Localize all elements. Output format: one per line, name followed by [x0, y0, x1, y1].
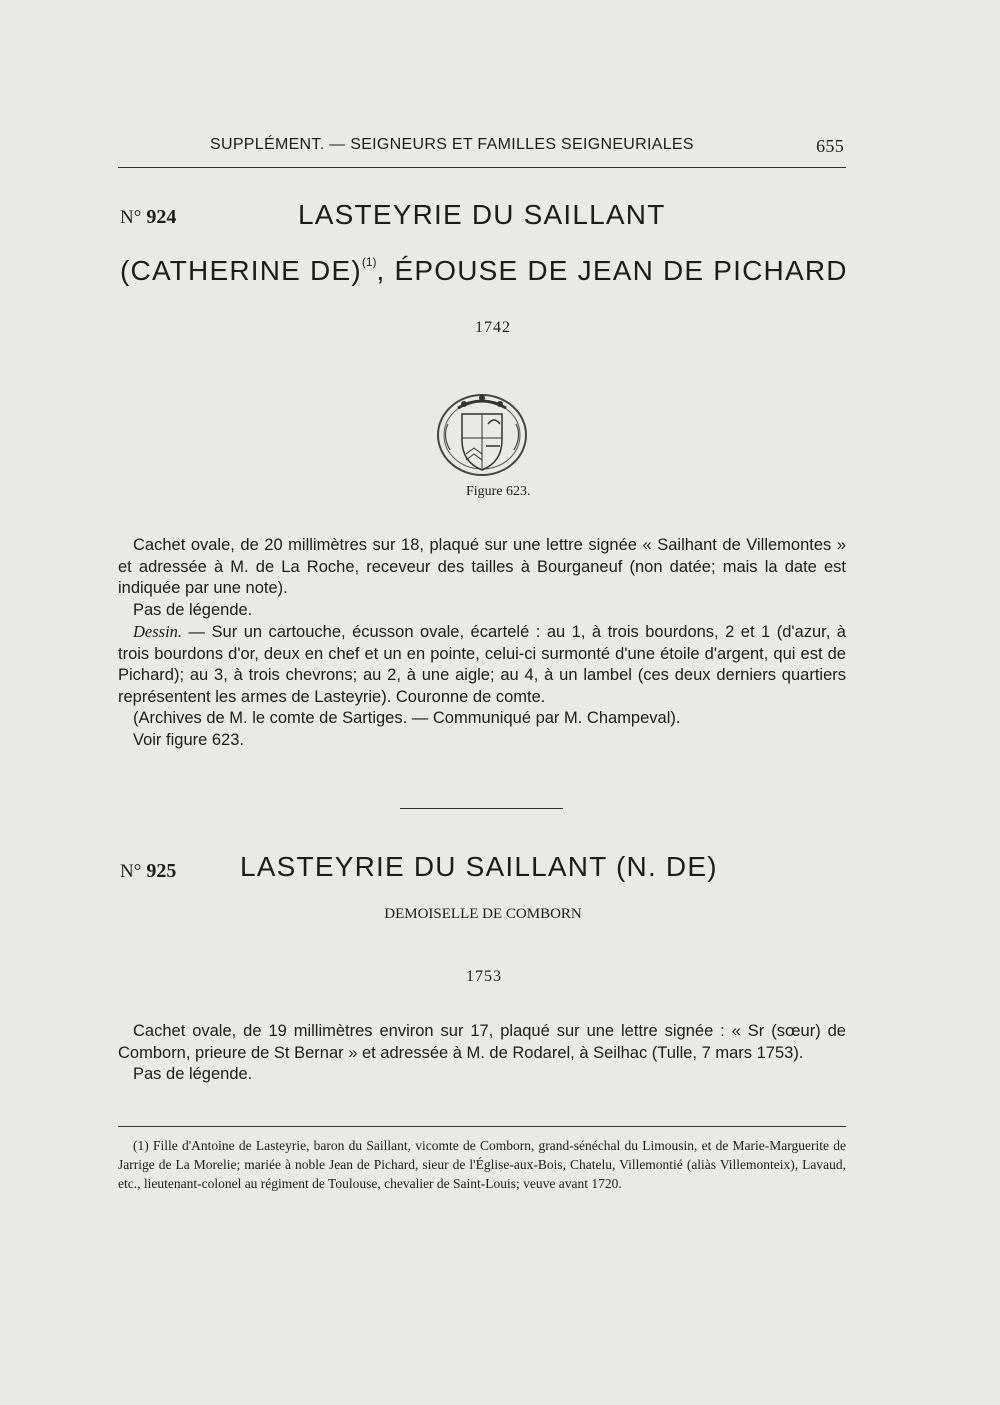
entry-year-924: 1742	[475, 319, 511, 336]
entry-title-924-line2: (CATHERINE DE)$^{(1)}$, ÉPOUSE DE JEAN DE PICHARD	[120, 255, 848, 286]
footnote-text: (1) Fille d'Antoine de Lasteyrie, baron du Saillant, vicomte de Comborn, grand-sénéchal du Limousin, et de Marie-Marguerite de Jarrige de La Morelie; mariée à noble Jean de Pichard, sieur de l'Église-aux-Bois, Chatelu, Villemontié (aliàs Villemonteix), Lavaud, etc., lieutenant-colonel au régiment de Toulouse, chevalier de Saint-Louis; veuve avant 1720.	[118, 1138, 846, 1191]
paragraph: Pas de légende.	[133, 1065, 253, 1083]
section-separator	[400, 808, 563, 809]
paragraph-voir: Voir figure 623.	[133, 730, 244, 749]
figure-caption: Figure 623.	[466, 484, 531, 499]
page-number: 655	[816, 136, 844, 156]
paragraph-dessin: Dessin. — Sur un cartouche, écusson ovale, écartelé : au 1, à trois bourdons, 2 et 1 (d'azur, à trois bourdons d'or, deux en chef et un en pointe, celui-ci surmonté d'une étoile d'argent, qui est de Pichard); au 3, à trois chevrons; au 2, à une aigle; au 4, à un lambel (ces deux derniers quartiers représentent les armes de Lasteyrie). Couronne de comte.	[118, 622, 846, 706]
footnote-ref: (1)	[361, 255, 377, 269]
paragraph: Cachet ovale, de 19 millimètres environ sur 17, plaqué sur une lettre signée : « Sr (sœur) de Comborn, prieure de St Bernar » et adressée à M. de Rodarel, à Seilhac (Tulle, 7 mars 1753).	[118, 1022, 846, 1062]
paragraph-archives: (Archives de M. le comte de Sartiges. — Communiqué par M. Champeval).	[133, 709, 681, 727]
running-title: SUPPLÉMENT. — SEIGNEURS ET FAMILLES SEIGNEURIALES	[210, 136, 694, 153]
header-rule	[118, 167, 846, 168]
entry-body-924	[118, 535, 846, 751]
footnote-rule	[118, 1126, 846, 1127]
seal-image	[424, 380, 536, 480]
paragraph: Pas de légende.	[133, 600, 253, 619]
entry-title-924-line1: LASTEYRIE DU SAILLANT	[298, 199, 666, 230]
paragraph: Cachet ovale, de 20 millimètres sur 18, plaqué sur une lettre signée « Sailhant de Villemontes » et adressée à M. de La Roche, receveur des tailles à Bourganeuf (non datée; mais la date est indiquée par une note).	[118, 536, 846, 597]
entry-year-925: 1753	[466, 968, 502, 985]
entry-title-925: LASTEYRIE DU SAILLANT (N. DE)	[240, 851, 718, 882]
entry-number-925: N° 925	[120, 860, 177, 882]
entry-body-925	[118, 1021, 846, 1086]
entry-number-924: N° 924	[120, 206, 177, 228]
footnote	[118, 1136, 846, 1193]
running-header	[118, 133, 846, 163]
entry-subtitle-925: DEMOISELLE DE COMBORN	[384, 906, 582, 922]
dessin-label: Dessin.	[133, 622, 183, 641]
